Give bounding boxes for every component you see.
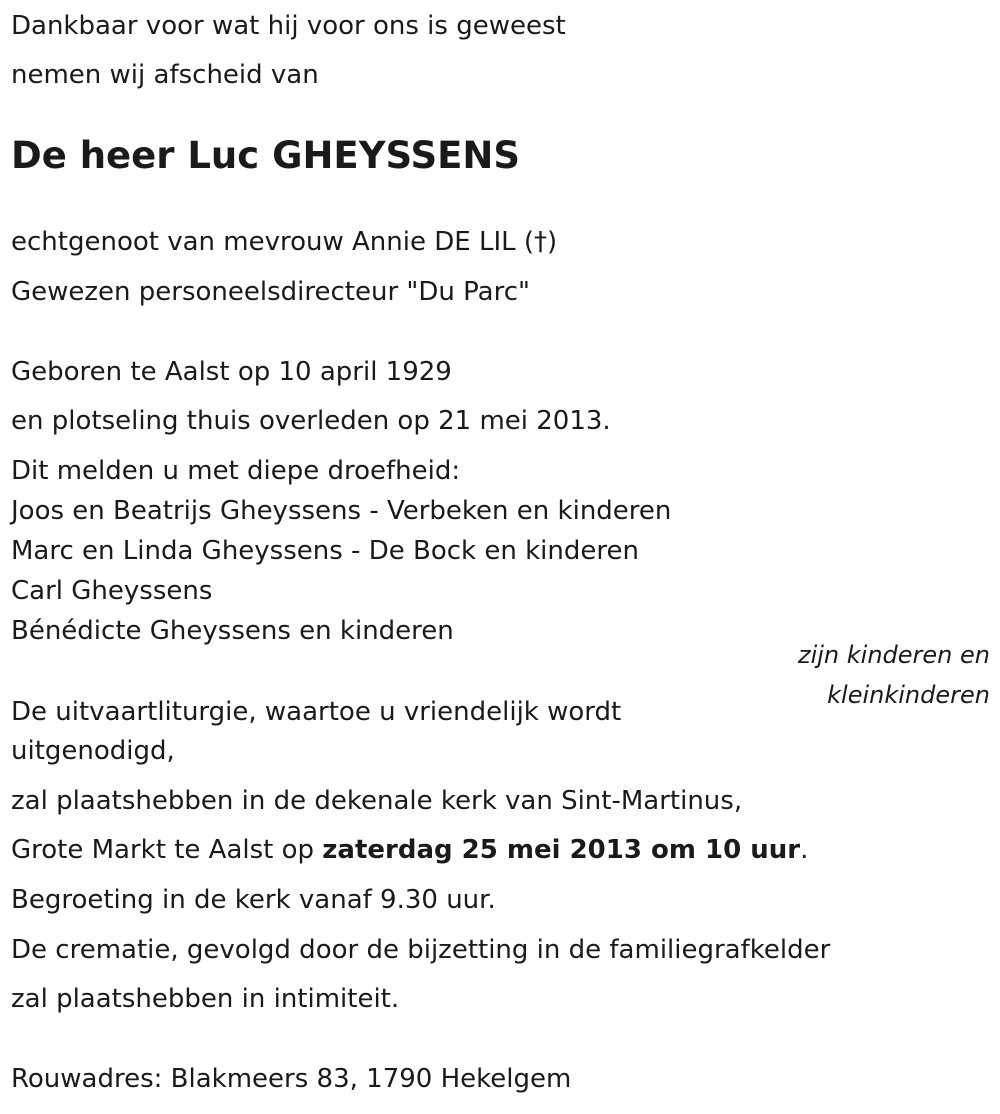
family-member: Carl Gheyssens (11, 576, 213, 606)
mourning-address: Rouwadres: Blakmeers 83, 1790 Hekelgem (11, 1064, 572, 1094)
intro-line-1: Dankbaar voor wat hij voor ons is geweest (11, 11, 566, 41)
funeral-line-3 (11, 834, 808, 866)
spouse-line: echtgenoot van mevrouw Annie DE LIL (†) (11, 227, 558, 257)
funeral-line-1b: uitgenodigd, (11, 736, 175, 766)
birth-line: Geboren te Aalst op 10 april 1929 (11, 357, 452, 387)
funeral-location: Grote Markt te Aalst op (11, 835, 323, 865)
family-note-line-1: zijn kinderen en (798, 641, 990, 669)
funeral-line-5: De crematie, gevolgd door de bijzetting in de familiegrafkelder (11, 935, 831, 965)
funeral-date-time: zaterdag 25 mei 2013 om 10 uur (322, 835, 801, 865)
funeral-line-4: Begroeting in de kerk vanaf 9.30 uur. (11, 885, 496, 915)
family-intro: Dit melden u met diepe droefheid: (11, 456, 461, 486)
funeral-line-2: zal plaatshebben in de dekenale kerk van Sint-Martinus, (11, 786, 743, 816)
family-member: Joos en Beatrijs Gheyssens - Verbeken en kinderen (11, 496, 672, 526)
funeral-line-1a: De uitvaartliturgie, waartoe u vriendelijk wordt (11, 697, 622, 727)
family-note-line-2: kleinkinderen (827, 681, 990, 709)
funeral-line-6: zal plaatshebben in intimiteit. (11, 984, 400, 1014)
death-line: en plotseling thuis overleden op 21 mei 2013. (11, 406, 611, 436)
family-member: Marc en Linda Gheyssens - De Bock en kinderen (11, 536, 639, 566)
occupation-line: Gewezen personeelsdirecteur "Du Parc" (11, 277, 530, 307)
intro-line-2: nemen wij afscheid van (11, 60, 319, 90)
deceased-name: De heer Luc GHEYSSENS (11, 134, 521, 177)
family-member: Bénédicte Gheyssens en kinderen (11, 616, 454, 646)
funeral-line-3-end: . (800, 835, 809, 865)
